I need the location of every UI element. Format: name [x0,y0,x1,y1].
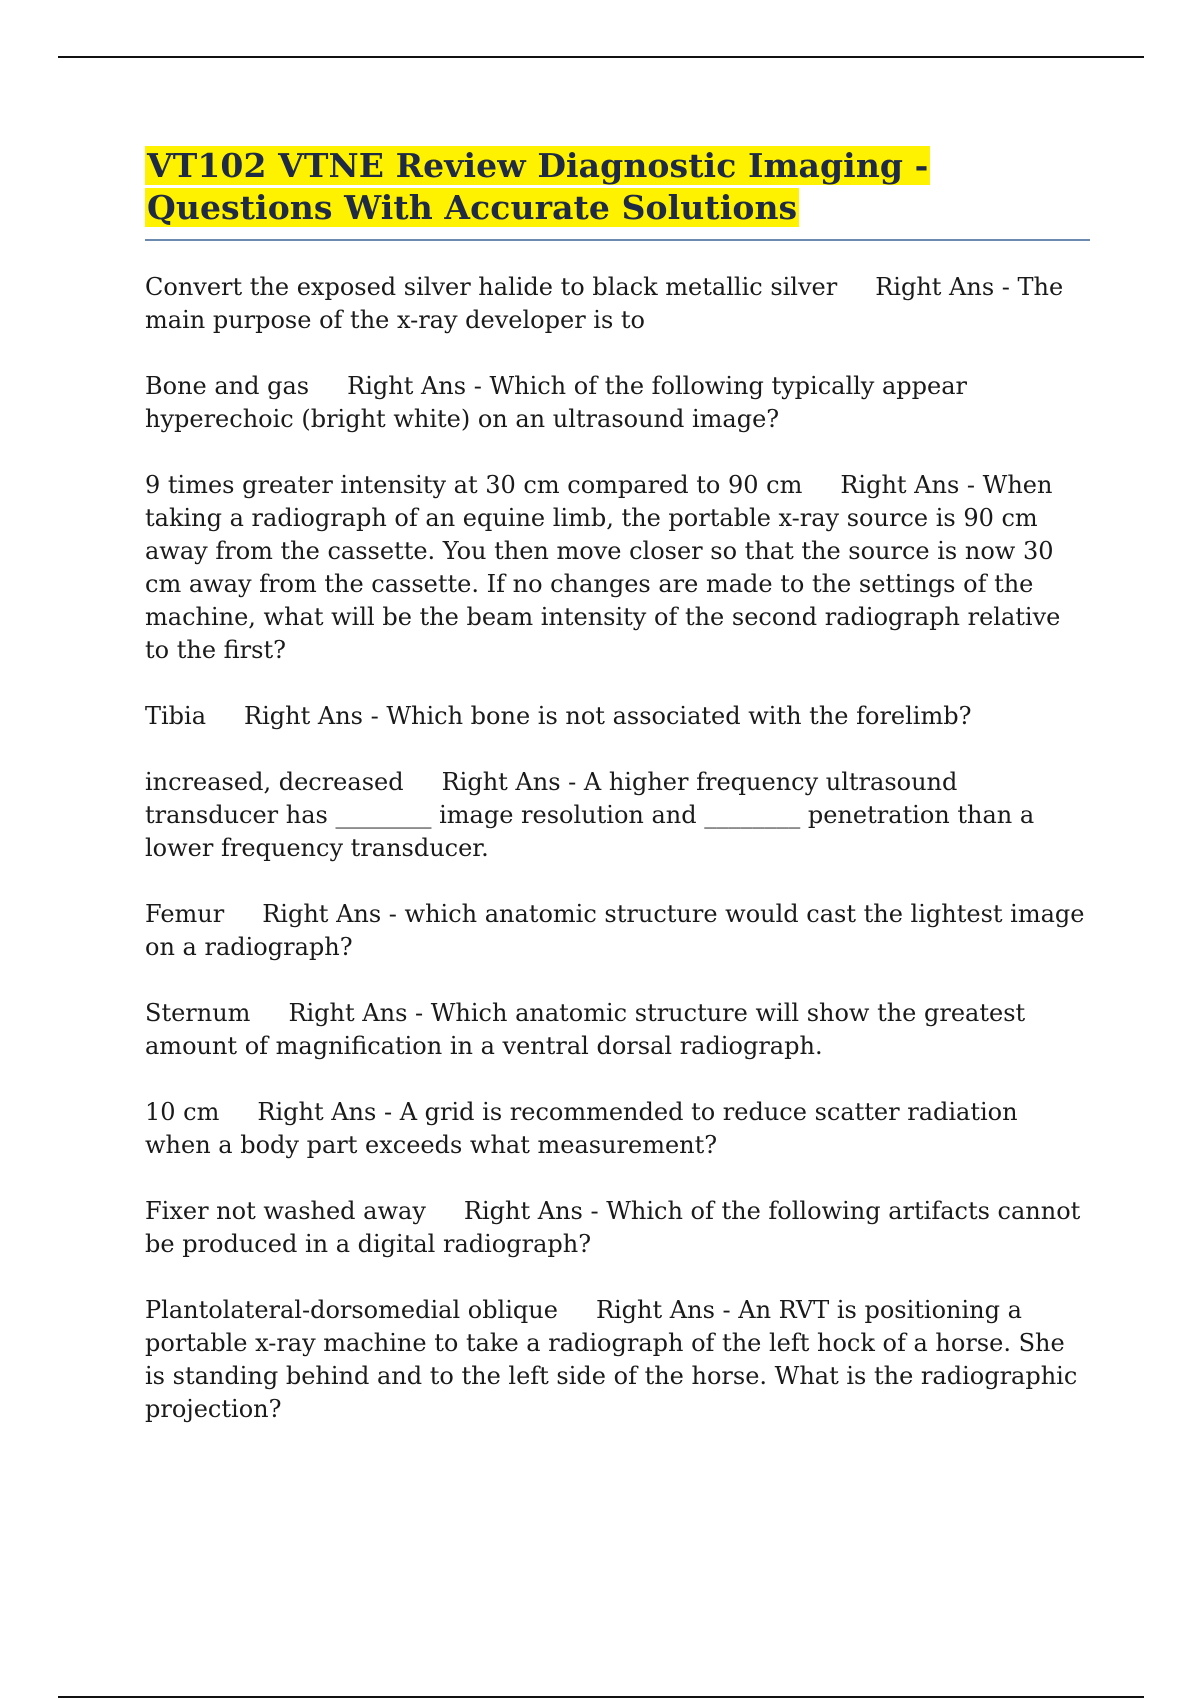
qa-question: Right Ans - Which bone is not associated with the forelimb? [244,702,972,730]
qa-item-3 [145,469,1090,667]
qa-question: Right Ans - Which of the following typically appear hyperechoic (bright white) on an ultrasound image? [145,372,968,433]
qa-answer: Plantolateral-dorsomedial oblique [145,1296,558,1324]
qa-item-1 [145,271,1090,337]
document-body [145,145,1090,1459]
qa-answer: Fixer not washed away [145,1197,426,1225]
qa-answer: Tibia [145,702,207,730]
title-underline-rule [145,239,1090,241]
qa-answer: Bone and gas [145,372,310,400]
qa-item-4 [145,700,1090,733]
qa-question: Right Ans - The main purpose of the x-ray developer is to [145,273,1064,334]
qa-question: Right Ans - A higher frequency ultrasound transducer has ________ image resolution and ________ penetration than a lower frequency transducer. [145,768,1035,862]
qa-answer: Sternum [145,999,251,1027]
qa-item-8 [145,1096,1090,1162]
qa-answer: Convert the exposed silver halide to black metallic silver [145,273,838,301]
qa-answer: 10 cm [145,1098,220,1126]
qa-item-2 [145,370,1090,436]
qa-question: Right Ans - A grid is recommended to reduce scatter radiation when a body part exceeds what measurement? [145,1098,1018,1159]
qa-item-7 [145,997,1090,1063]
qa-item-9 [145,1195,1090,1261]
qa-question: Right Ans - When taking a radiograph of an equine limb, the portable x-ray source is 90 cm away from the cassette. You then move closer so that the source is now 30 cm away from the cassette. If no changes are made to the settings of the machine, what will be the beam intensity of the second radiograph relative to the first? [145,471,1061,664]
qa-question: Right Ans - Which anatomic structure will show the greatest amount of magnification in a ventral dorsal radiograph. [145,999,1026,1060]
qa-question: Right Ans - An RVT is positioning a portable x-ray machine to take a radiograph of the left hock of a horse. She is standing behind and to the left side of the horse. What is the radiographic projection? [145,1296,1078,1423]
qa-item-5 [145,766,1090,865]
qa-answer: 9 times greater intensity at 30 cm compared to 90 cm [145,471,803,499]
qa-item-10 [145,1294,1090,1426]
qa-item-6 [145,898,1090,964]
title-highlight: VT102 VTNE Review Diagnostic Imaging - Questions With Accurate Solutions [147,146,929,227]
page-header-rule [58,56,1144,58]
page-footer-rule [58,1696,1144,1698]
qa-answer: Femur [145,900,225,928]
qa-question: Right Ans - which anatomic structure would cast the lightest image on a radiograph? [145,900,1085,961]
qa-answer: increased, decreased [145,768,404,796]
document-title [145,145,1090,229]
qa-question: Right Ans - Which of the following artifacts cannot be produced in a digital radiograph? [145,1197,1081,1258]
qa-list [145,271,1090,1426]
